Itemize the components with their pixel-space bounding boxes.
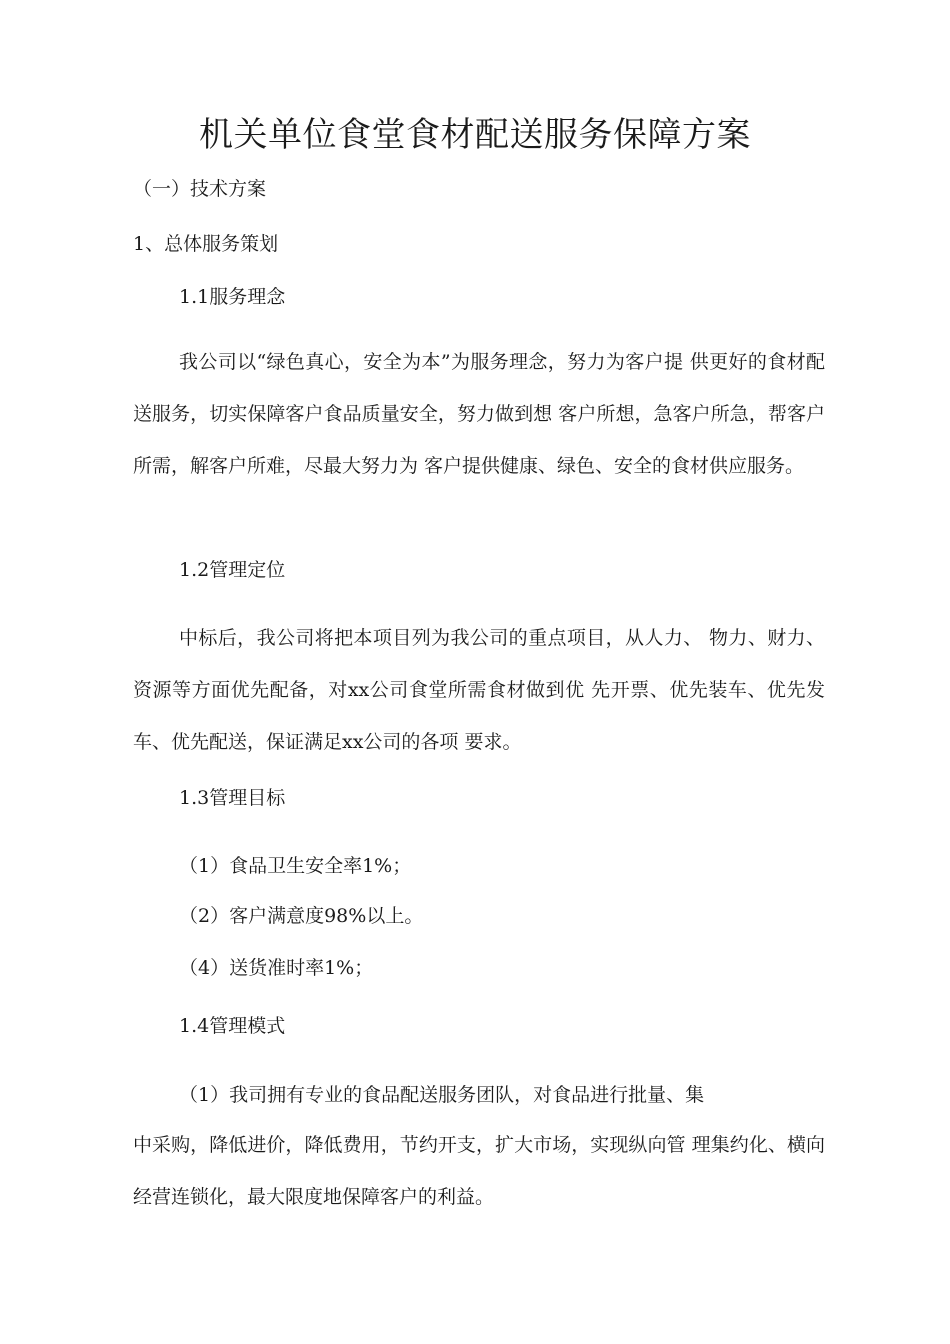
paragraph-service-philosophy: 我公司以“绿色真心，安全为本”为服务理念，努力为客户提 供更好的食材配送服务，切实保障客户食品质量安全，努力做到想 客户所想，急客户所急，帮客户所需，解客户所难，尽最大努力为 客户提供健康、绿色、安全的食材供应服务。	[133, 351, 825, 477]
heading-management-positioning: 1.2管理定位	[179, 559, 286, 581]
goal-item: （4）送货准时率1%；	[179, 957, 374, 979]
section-heading: （一）技术方案	[133, 178, 267, 200]
goal-item: （1）食品卫生安全率1%；	[179, 855, 412, 877]
chapter-heading: 1、总体服务策划	[133, 233, 279, 255]
heading-management-mode: 1.4管理模式	[179, 1015, 286, 1037]
paragraph-management-positioning: 中标后，我公司将把本项目列为我公司的重点项目，从人力、 物力、财力、资源等方面优先配备，对xx公司食堂所需食材做到优 先开票、优先装车、优先发车、优先配送，保证满足xx公司的各项 要求。	[133, 627, 825, 753]
heading-management-goals: 1.3管理目标	[179, 787, 286, 809]
goal-item: （2）客户满意度98%以上。	[179, 905, 424, 927]
paragraph-management-mode-first-line: （1）我司拥有专业的食品配送服务团队，对食品进行批量、集	[179, 1084, 705, 1106]
document-title: 机关单位食堂食材配送服务保障方案	[199, 115, 751, 155]
paragraph-management-mode-rest: 中采购，降低进价，降低费用，节约开支，扩大市场，实现纵向管 理集约化、横向经营连锁化，最大限度地保障客户的利益。	[133, 1134, 825, 1208]
heading-service-philosophy: 1.1服务理念	[179, 286, 286, 308]
